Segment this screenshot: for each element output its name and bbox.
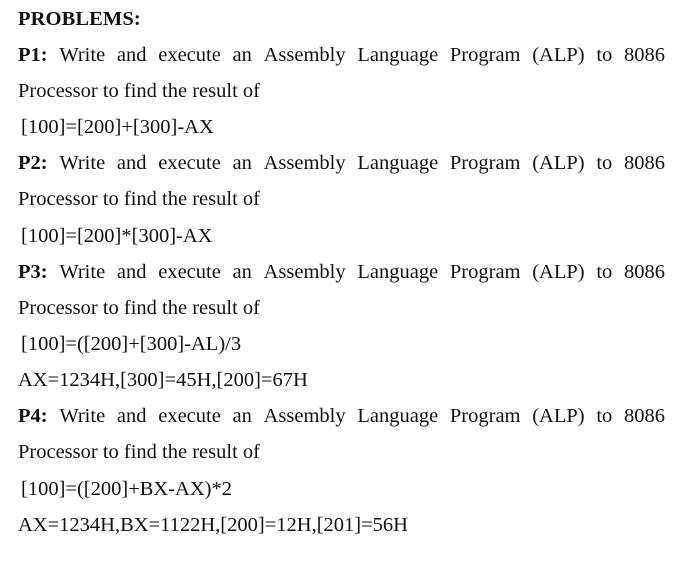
word: Program — [449, 152, 521, 174]
problem-2-label: P2: — [18, 152, 48, 174]
word: Assembly — [263, 44, 346, 66]
word: Write — [59, 44, 106, 66]
section-heading: PROBLEMS: — [18, 8, 141, 30]
problem-4-line2: Processor to find the result of — [18, 441, 260, 463]
word: to — [596, 261, 613, 283]
problem-2-expression: [100]=[200]*[300]-AX — [21, 225, 213, 247]
word: Program — [449, 44, 521, 66]
problem-2-intro — [18, 151, 665, 176]
word: and — [116, 44, 147, 66]
word: Assembly — [263, 405, 346, 427]
word: an — [232, 44, 252, 66]
word: Language — [357, 152, 439, 174]
problem-2-line2: Processor to find the result of — [18, 188, 260, 210]
word: an — [232, 405, 252, 427]
word: 8086 — [624, 44, 665, 66]
word: (ALP) — [532, 152, 585, 174]
problem-4-label: P4: — [18, 405, 48, 427]
word: to — [596, 44, 613, 66]
word: Assembly — [263, 152, 346, 174]
word: Write — [59, 261, 106, 283]
word: Write — [59, 152, 106, 174]
problem-1-expression: [100]=[200]+[300]-AX — [21, 116, 214, 138]
word: Language — [357, 405, 439, 427]
problem-4-intro — [18, 404, 665, 429]
word: Program — [449, 261, 521, 283]
problem-3-line2: Processor to find the result of — [18, 297, 260, 319]
word: an — [232, 152, 252, 174]
word: (ALP) — [532, 44, 585, 66]
problem-3-label: P3: — [18, 261, 48, 283]
word: execute — [158, 405, 221, 427]
problem-1-intro — [18, 43, 665, 68]
word: (ALP) — [532, 405, 585, 427]
problem-1-label: P1: — [18, 44, 48, 66]
word: to — [596, 152, 613, 174]
word: execute — [158, 152, 221, 174]
problem-3-expression: [100]=([200]+[300]-AL)/3 — [21, 333, 242, 355]
word: 8086 — [624, 405, 665, 427]
word: Write — [59, 405, 106, 427]
problem-3-intro — [18, 260, 665, 285]
word: 8086 — [624, 152, 665, 174]
word: to — [596, 405, 613, 427]
word: Program — [449, 405, 521, 427]
word: Assembly — [263, 261, 346, 283]
word: Language — [357, 261, 439, 283]
word: Language — [357, 44, 439, 66]
word: execute — [158, 261, 221, 283]
word: (ALP) — [532, 261, 585, 283]
problem-1-line2: Processor to find the result of — [18, 80, 260, 102]
word: 8086 — [624, 261, 665, 283]
word: and — [116, 152, 147, 174]
word: an — [232, 261, 252, 283]
word: and — [116, 261, 147, 283]
problem-4-given-values: AX=1234H,BX=1122H,[200]=12H,[201]=56H — [18, 514, 408, 536]
problem-4-expression: [100]=([200]+BX-AX)*2 — [21, 478, 232, 500]
word: execute — [158, 44, 221, 66]
word: and — [116, 405, 147, 427]
problem-3-given-values: AX=1234H,[300]=45H,[200]=67H — [18, 369, 308, 391]
